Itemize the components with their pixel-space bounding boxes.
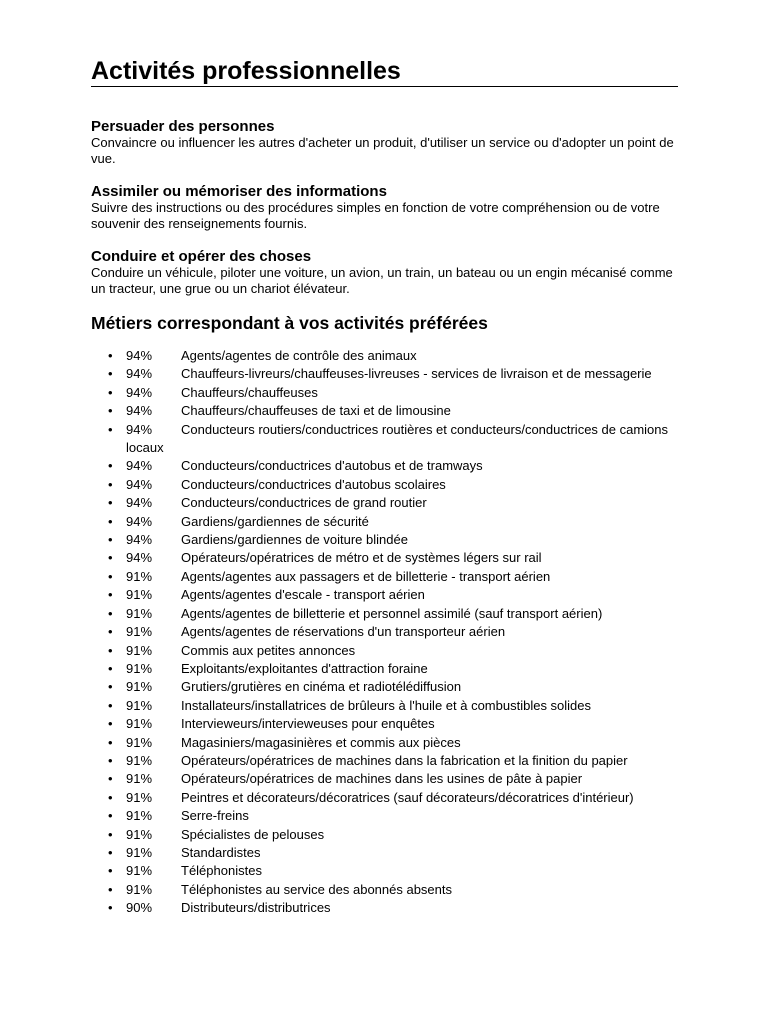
jobs-list [91, 347, 681, 918]
activity-section [91, 248, 678, 296]
match-percentage: 94% [126, 348, 153, 363]
job-title: Magasiniers/magasinières et commis aux pièces [181, 734, 461, 750]
jobs-heading: Métiers correspondant à vos activités préférées [91, 313, 488, 333]
job-list-item [91, 715, 681, 733]
bullet-icon: • [108, 403, 113, 419]
match-percentage: 91% [126, 587, 153, 603]
match-percentage: 91% [126, 771, 153, 787]
match-percentage: 91% [126, 716, 153, 732]
job-list-item [91, 678, 681, 696]
job-title: Conducteurs/conductrices d'autobus scolaires [181, 476, 446, 492]
job-list-item [91, 844, 681, 862]
job-title: Chauffeurs/chauffeuses [181, 384, 318, 400]
activity-description: Convaincre ou influencer les autres d'acheter un produit, d'utiliser un service ou d'adopter un point de vue. [91, 135, 674, 166]
match-percentage: 91% [126, 734, 153, 750]
job-list-item [91, 770, 681, 788]
activity-heading: Persuader des personnes [91, 118, 275, 135]
match-percentage: 91% [126, 697, 153, 713]
bullet-icon: • [108, 495, 113, 511]
job-list-item [91, 549, 681, 567]
job-list-item [91, 697, 681, 715]
job-list-item [91, 457, 681, 475]
job-list-item [91, 752, 681, 770]
match-percentage: 91% [126, 660, 153, 676]
match-percentage: 90% [126, 900, 153, 916]
job-title: Spécialistes de pelouses [181, 826, 325, 842]
job-title: Téléphonistes au service des abonnés absents [181, 881, 453, 897]
job-title: Agents/agentes de contrôle des animaux [181, 348, 417, 363]
job-title: Standardistes [181, 844, 261, 860]
job-list-item [91, 568, 681, 586]
bullet-icon: • [108, 881, 113, 897]
job-title: Agents/agentes aux passagers et de billetterie - transport aérien [181, 568, 551, 584]
bullet-icon: • [108, 679, 113, 695]
job-list-item [91, 402, 681, 420]
job-list-item [91, 586, 681, 604]
match-percentage: 94% [126, 532, 153, 548]
job-title: Serre-freins [181, 808, 249, 824]
job-list-item [91, 862, 681, 880]
bullet-icon: • [108, 476, 113, 492]
job-title: Conducteurs/conductrices d'autobus et de tramways [181, 458, 483, 474]
match-percentage: 91% [126, 679, 153, 695]
match-percentage: 91% [126, 844, 153, 860]
job-title: Agents/agentes de réservations d'un transporteur aérien [181, 624, 506, 640]
job-list-item [91, 789, 681, 807]
activity-heading: Conduire et opérer des choses [91, 248, 312, 265]
job-title: Exploitants/exploitantes d'attraction foraine [181, 660, 428, 676]
bullet-icon: • [108, 605, 113, 621]
job-list-item [91, 660, 681, 678]
match-percentage: 91% [126, 826, 153, 842]
match-percentage: 94% [126, 476, 153, 492]
job-list-item [91, 421, 681, 458]
bullet-icon: • [108, 568, 113, 584]
bullet-icon: • [108, 624, 113, 640]
bullet-icon: • [108, 660, 113, 676]
job-list-item [91, 494, 681, 512]
job-list-item [91, 899, 681, 917]
job-title: Téléphonistes [181, 863, 262, 879]
activity-description: Suivre des instructions ou des procédures simples en fonction de votre compréhension ou de votre souvenir des renseignements fournis. [91, 200, 660, 231]
job-list-item [91, 476, 681, 494]
job-title: Installateurs/installatrices de brûleurs à l'huile et à combustibles solides [181, 697, 592, 713]
job-list-item [91, 513, 681, 531]
match-percentage: 94% [126, 384, 153, 400]
job-title: Grutiers/grutières en cinéma et radiotélédiffusion [181, 679, 462, 695]
job-list-item [91, 826, 681, 844]
job-title: Distributeurs/distributrices [181, 900, 331, 916]
job-title: Commis aux petites annonces [181, 642, 356, 658]
job-title: Intervieweurs/intervieweuses pour enquêtes [181, 716, 435, 732]
job-title: Opérateurs/opératrices de machines dans les usines de pâte à papier [181, 771, 583, 787]
bullet-icon: • [108, 550, 113, 566]
match-percentage: 91% [126, 624, 153, 640]
bullet-icon: • [108, 752, 113, 768]
bullet-icon: • [108, 789, 113, 805]
job-title: Peintres et décorateurs/décoratrices (sauf décorateurs/décoratrices d'intérieur) [181, 789, 634, 805]
bullet-icon: • [108, 697, 113, 713]
bullet-icon: • [108, 384, 113, 400]
job-title: Chauffeurs-livreurs/chauffeuses-livreuses - services de livraison et de messagerie [181, 366, 652, 382]
match-percentage: 94% [126, 421, 153, 437]
match-percentage: 91% [126, 605, 153, 621]
match-percentage: 94% [126, 495, 153, 511]
page-title: Activités professionnelles [91, 57, 678, 87]
job-title: Chauffeurs/chauffeuses de taxi et de limousine [181, 403, 451, 419]
bullet-icon: • [108, 734, 113, 750]
match-percentage: 91% [126, 863, 153, 879]
match-percentage: 94% [126, 403, 153, 419]
job-list-item [91, 365, 681, 383]
bullet-icon: • [108, 844, 113, 860]
job-title: Opérateurs/opératrices de machines dans la fabrication et la finition du papier [181, 752, 628, 768]
job-list-item [91, 881, 681, 899]
job-title: Gardiens/gardiennes de voiture blindée [181, 532, 408, 548]
bullet-icon: • [108, 642, 113, 658]
bullet-icon: • [108, 716, 113, 732]
job-list-item [91, 807, 681, 825]
match-percentage: 91% [126, 881, 153, 897]
job-title: Opérateurs/opératrices de métro et de systèmes légers sur rail [181, 550, 542, 566]
bullet-icon: • [108, 348, 113, 363]
match-percentage: 91% [126, 789, 153, 805]
job-list-item [91, 734, 681, 752]
bullet-icon: • [108, 826, 113, 842]
bullet-icon: • [108, 532, 113, 548]
job-title: Agents/agentes de billetterie et personnel assimilé (sauf transport aérien) [181, 605, 603, 621]
job-list-item [91, 605, 681, 623]
activity-section [91, 118, 678, 166]
activity-heading: Assimiler ou mémoriser des informations [91, 183, 387, 200]
bullet-icon: • [108, 771, 113, 787]
match-percentage: 91% [126, 808, 153, 824]
job-title: Agents/agentes d'escale - transport aérien [181, 587, 425, 603]
activity-description: Conduire un véhicule, piloter une voiture, un avion, un train, un bateau ou un engin mécanisé comme un tracteur, une grue ou un chariot élévateur. [91, 265, 673, 296]
bullet-icon: • [108, 863, 113, 879]
job-title: Conducteurs/conductrices de grand routier [181, 495, 427, 511]
job-list-item [91, 384, 681, 402]
job-title: Conducteurs routiers/conductrices routières et conducteurs/conductrices de camions locaux [126, 421, 669, 456]
bullet-icon: • [108, 513, 113, 529]
activity-section [91, 183, 678, 231]
match-percentage: 91% [126, 642, 153, 658]
job-title: Gardiens/gardiennes de sécurité [181, 513, 369, 529]
match-percentage: 94% [126, 513, 153, 529]
bullet-icon: • [108, 366, 113, 382]
match-percentage: 94% [126, 458, 153, 474]
match-percentage: 91% [126, 568, 153, 584]
bullet-icon: • [108, 587, 113, 603]
job-list-item [91, 531, 681, 549]
match-percentage: 91% [126, 752, 153, 768]
bullet-icon: • [108, 808, 113, 824]
job-list-item [91, 623, 681, 641]
match-percentage: 94% [126, 550, 153, 566]
job-list-item [91, 642, 681, 660]
bullet-icon: • [108, 458, 113, 474]
match-percentage: 94% [126, 366, 153, 382]
job-list-item [91, 347, 681, 365]
bullet-icon: • [108, 421, 113, 437]
bullet-icon: • [108, 900, 113, 916]
